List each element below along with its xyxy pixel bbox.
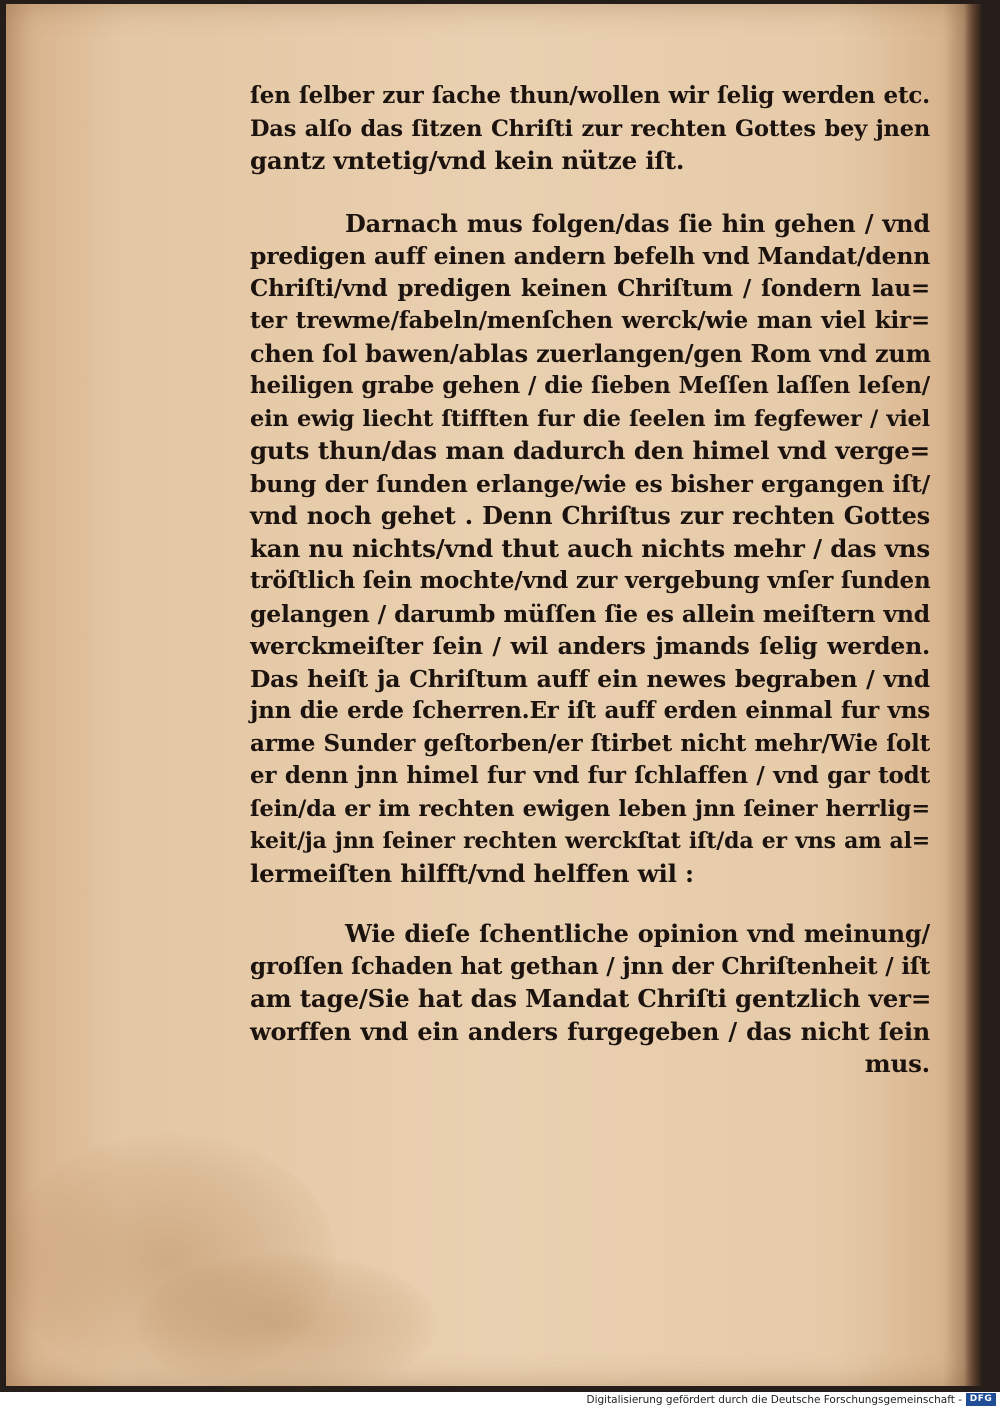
text-line: heiligen grabe gehen / die ſieben Meſſen laſſen leſen/	[250, 372, 930, 399]
paragraph-2	[250, 208, 930, 891]
text-line: kan nu nichts/vnd thut auch nichts mehr / das vns	[250, 533, 930, 563]
text-line: lermeiſten hilfft/vnd helffen wil :	[250, 858, 694, 888]
text-line: Chriſti/vnd predigen keinen Chriſtum / ſondern lau=	[250, 274, 930, 302]
text-line: Das alſo das ſitzen Chriſti zur rechten Gottes bey jnen	[250, 115, 930, 142]
text-line: ſein/da er im rechten ewigen leben jnn ſeiner herrlig=	[250, 795, 930, 822]
page-text	[250, 80, 930, 1081]
text-line: ein ewig liecht ſtifften fur die ſeelen im fegfewer / viel	[250, 405, 930, 432]
text-line: keit/ja jnn ſeiner rechten werckſtat iſt/da er vns am al=	[250, 828, 930, 854]
footer-credit: Digitalisierung gefördert durch die Deutsche Forschungsgemeinschaft -	[586, 1394, 962, 1406]
paragraph-3	[250, 918, 930, 1048]
text-line: vnd noch gehet . Denn Chriſtus zur rechten Gottes	[250, 501, 930, 530]
text-line: predigen auff einen andern befelh vnd Mandat/denn	[250, 242, 931, 270]
text-line: arme Sunder geſtorben/er ſtirbet nicht mehr/Wie ſolt	[250, 729, 930, 757]
page-gutter-edge	[964, 4, 982, 1386]
text-line: Darnach mus folgen/das ſie hin gehen / vnd	[345, 208, 930, 238]
text-line: tröſtlich ſein mochte/vnd zur vergebung vnſer ſunden	[250, 567, 931, 594]
paragraph-1	[250, 80, 930, 178]
text-line: guts thun/das man dadurch den himel vnd verge=	[250, 436, 930, 465]
text-line: er denn jnn himel fur vnd fur ſchlaffen / vnd gar todt	[250, 762, 930, 789]
text-line: Das heiſt ja Chriſtum auff ein newes begraben / vnd	[250, 664, 930, 693]
text-line: Wie dieſe ſchentliche opinion vnd meinung/	[345, 919, 930, 948]
text-line: bung der ſunden erlange/wie es bisher ergangen iſt/	[250, 469, 930, 498]
text-line: werckmeiſter ſein / wil anders jmands ſelig werden.	[250, 632, 930, 660]
text-line: jnn die erde ſcherren.Er iſt auff erden einmal fur vns	[250, 697, 930, 724]
text-line: chen ſol bawen/ablas zuerlangen/gen Rom vnd zum	[250, 338, 931, 368]
text-line: gantz vntetig/vnd kein nütze iſt.	[250, 146, 685, 175]
text-line: am tage/Sie hat das Mandat Chriſti gentzlich ver=	[250, 984, 932, 1013]
water-stain	[136, 1254, 436, 1394]
dfg-logo: DFG	[966, 1393, 996, 1406]
text-line: ter trewme/fabeln/menſchen werck/wie man viel kir=	[250, 307, 930, 334]
text-line: worffen vnd ein anders furgegeben / das nicht ſein	[250, 1016, 930, 1046]
text-line: ſen ſelber zur ſache thun/wollen wir ſelig werden etc.	[250, 82, 930, 109]
text-line: groſſen ſchaden hat gethan / jnn der Chriſtenheit / iſt	[250, 952, 930, 980]
catchword: mus.	[864, 1049, 930, 1078]
text-line: gelangen / darumb müſſen ſie es allein meiſtern vnd	[250, 599, 930, 628]
